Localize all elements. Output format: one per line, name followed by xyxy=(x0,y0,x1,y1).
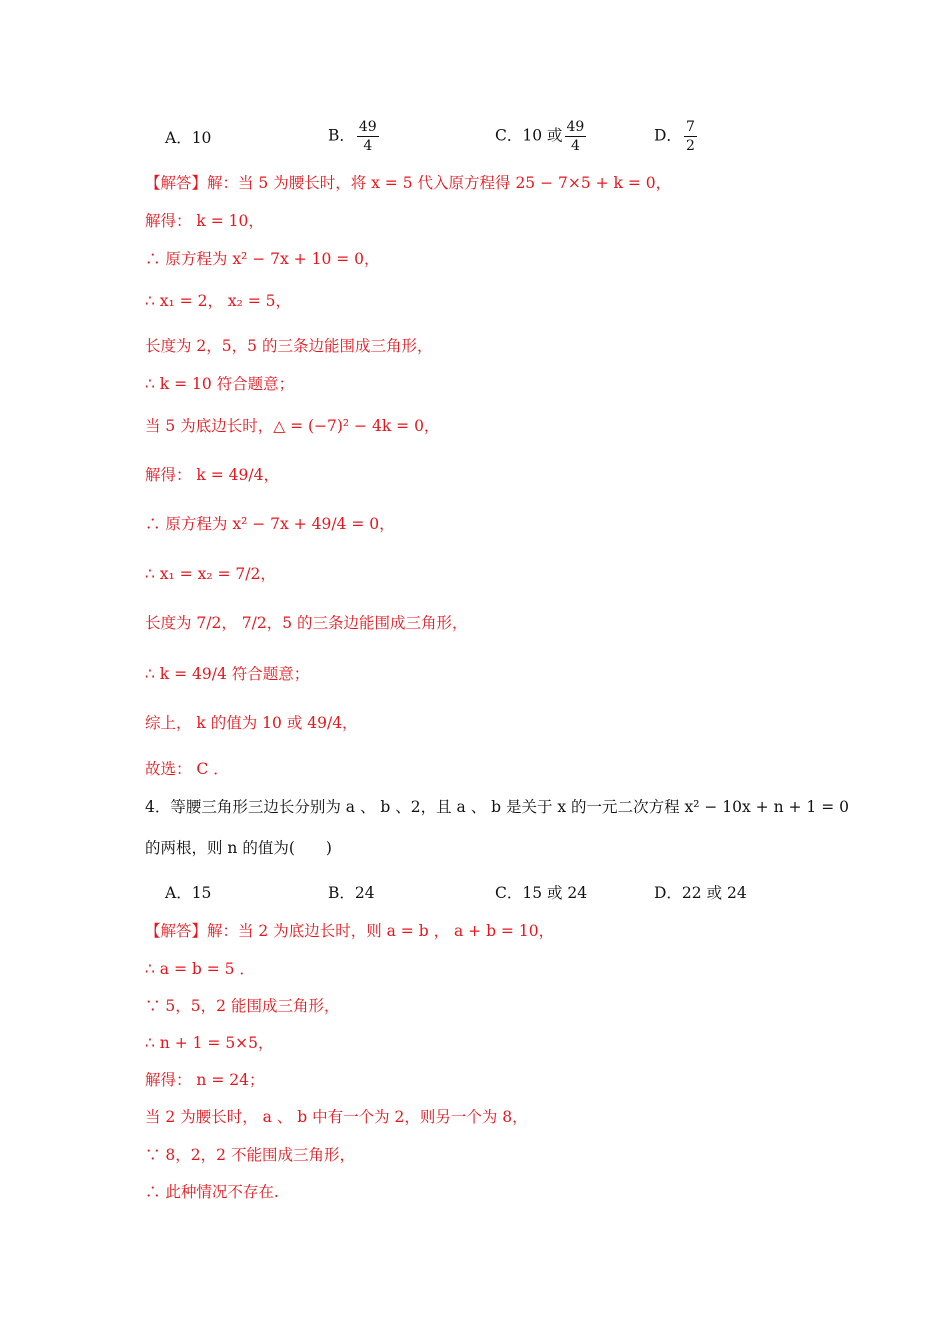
q3-solution-line-3: ∴ 原方程为 x² − 7x + 10 = 0， xyxy=(145,250,380,268)
q3-option-b: B． $\frac{49}{4}$ xyxy=(328,119,377,154)
q3-option-c: C．10 或 $\frac{49}{4}$ xyxy=(495,119,585,154)
q3-solution-line-2: 解得： k = 10， xyxy=(145,212,264,230)
q4-option-b: B．24 xyxy=(328,884,375,902)
q3-solution-line-5: 长度为 2，5，5 的三条边能围成三角形， xyxy=(145,337,433,355)
q4-solution-line-6: 当 2 为腰长时， a 、 b 中有一个为 2，则另一个为 8， xyxy=(145,1108,528,1126)
q4-option-c: C．15 或 24 xyxy=(495,884,588,902)
q4-option-d: D．22 或 24 xyxy=(654,884,747,902)
q4-solution-line-3: ∵ 5，5，2 能围成三角形， xyxy=(145,997,340,1015)
q4-option-a: A．15 xyxy=(165,884,212,902)
q3-solution-line-10: ∴ x₁ = x₂ = 7/2， xyxy=(145,565,276,583)
q3-solution-line-4: ∴ x₁ = 2， x₂ = 5， xyxy=(145,292,292,310)
q4-solution-line-7: ∵ 8，2，2 不能围成三角形， xyxy=(145,1146,355,1164)
q4-solution-line-2: ∴ a = b = 5 ． xyxy=(145,960,255,978)
q3-solution-line-13: 综上， k 的值为 10 或 49/4， xyxy=(145,714,358,732)
q3-option-d: D． $\frac{7}{2}$ xyxy=(654,119,695,154)
q3-solution-line-1: 【解答】解：当 5 为腰长时，将 x = 5 代入原方程得 25 − 7×5 + k = 0， xyxy=(145,174,672,192)
q3-solution-line-11: 长度为 7/2， 7/2，5 的三条边能围成三角形， xyxy=(145,614,468,632)
q4-stem-line-2: 的两根，则 n 的值为( ) xyxy=(145,839,332,857)
q3-solution-line-14: 故选： C ． xyxy=(145,760,229,778)
q3-option-a: A．10 xyxy=(165,129,212,147)
q3-solution-line-12: ∴ k = 49/4 符合题意； xyxy=(145,665,310,683)
q3-solution-line-7: 当 5 为底边长时，△ = (−7)² − 4k = 0， xyxy=(145,417,440,435)
q4-solution-line-4: ∴ n + 1 = 5×5， xyxy=(145,1034,274,1052)
q4-solution-line-5: 解得： n = 24； xyxy=(145,1071,265,1089)
q3-solution-line-8: 解得： k = 49/4， xyxy=(145,466,279,484)
q3-solution-line-6: ∴ k = 10 符合题意； xyxy=(145,375,295,393)
q4-stem-line-1: 4．等腰三角形三边长分别为 a 、 b 、2，且 a 、 b 是关于 x 的一元二次方程 x² − 10x + n + 1 = 0 xyxy=(145,798,849,816)
q4-solution-line-8: ∴ 此种情况不存在. xyxy=(145,1183,279,1201)
q4-solution-line-1: 【解答】解：当 2 为底边长时，则 a = b ， a + b = 10， xyxy=(145,922,555,940)
q3-solution-line-9: ∴ 原方程为 x² − 7x + 49/4 = 0， xyxy=(145,515,395,533)
